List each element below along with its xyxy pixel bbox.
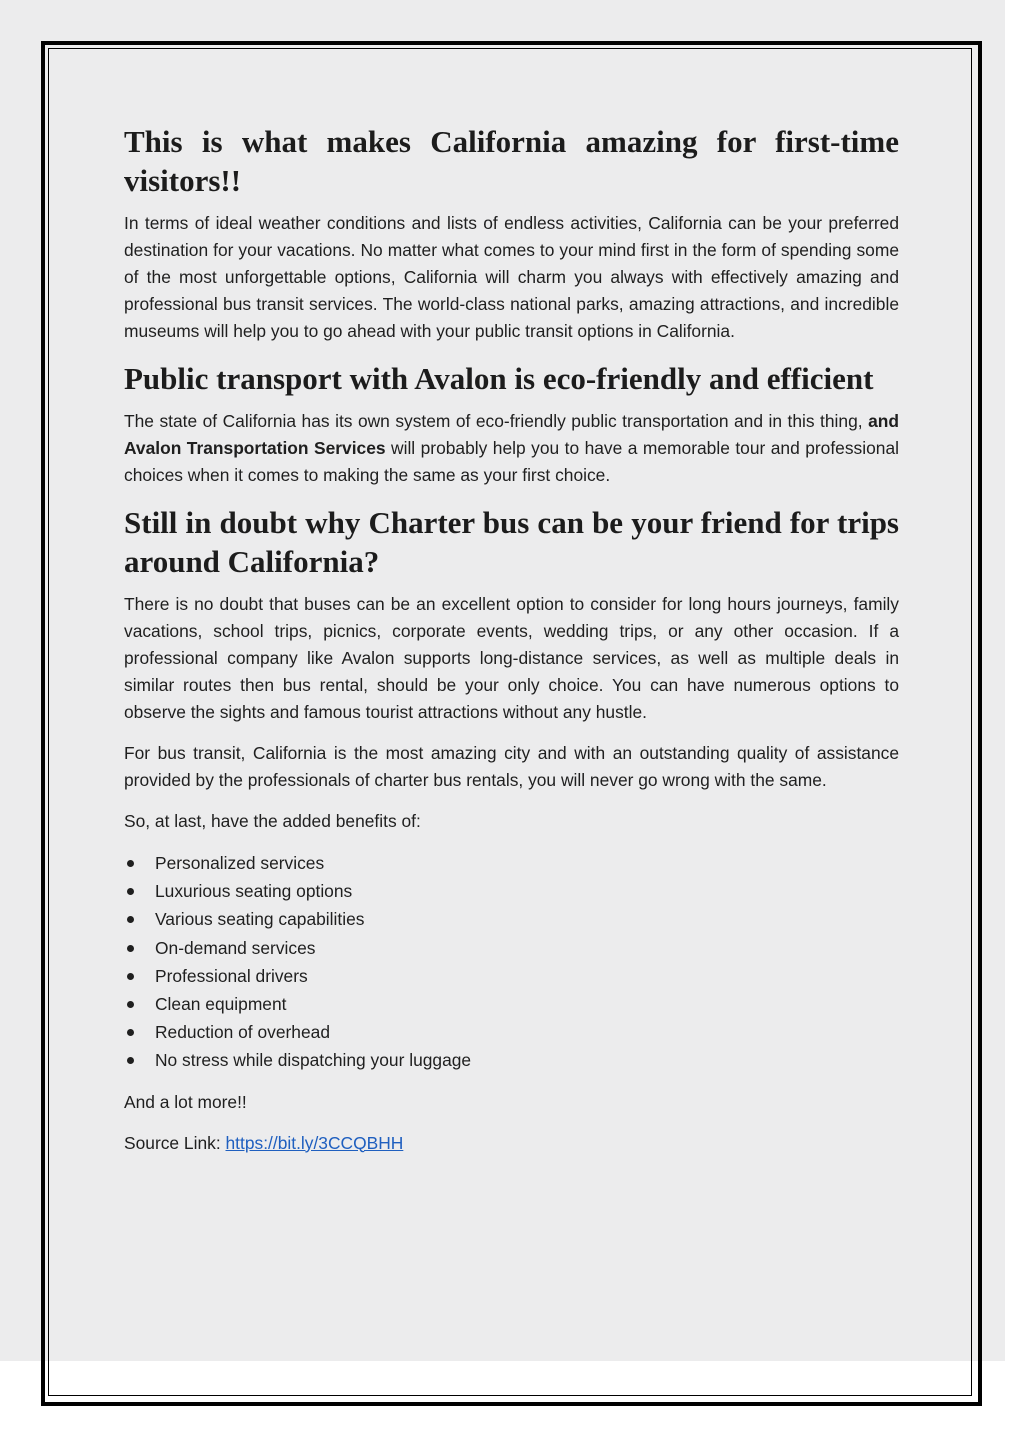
source-line [124, 1130, 899, 1157]
bullet-icon [127, 1057, 134, 1064]
bullet-icon [127, 860, 134, 867]
list-item [124, 877, 899, 905]
list-item-label: Personalized services [155, 853, 325, 873]
list-item [124, 1046, 899, 1074]
paragraph-avalon-end: will probably help you to have a memorable tour and professional choices when it comes to making the same as your first choice. [124, 438, 899, 485]
document-body [124, 118, 899, 1157]
list-item-label: Various seating capabilities [155, 909, 365, 930]
benefits-list [124, 849, 899, 1075]
list-item-label: On-demand services [155, 937, 316, 958]
list-item [124, 849, 899, 877]
list-item-label: Reduction of overhead [155, 1022, 330, 1043]
bullet-icon [127, 888, 134, 895]
list-item-label: Professional drivers [155, 965, 308, 986]
paragraph-avalon [124, 408, 899, 489]
source-link[interactable]: https://bit.ly/3CCQBHH [225, 1132, 404, 1153]
bullet-icon [127, 945, 134, 952]
list-item-label: Luxurious seating options [155, 881, 353, 902]
avalon-services-bold: and Avalon Transportation Services [124, 411, 899, 458]
list-item-label: Clean equipment [155, 994, 287, 1015]
list-item [124, 905, 899, 933]
heading-first-time-visitors: This is what makes California amazing for first-time visitors!! [124, 124, 899, 198]
paragraph-benefits-intro: So, at last, have the added benefits of: [124, 811, 421, 831]
list-item [124, 1018, 899, 1046]
paragraph-bus-transit: For bus transit, California is the most amazing city and with an outstanding quality of assistance provided by the professionals of charter bus rentals, you will never go wrong with the same. [124, 743, 899, 790]
paragraph-intro: In terms of ideal weather conditions and lists of endless activities, California can be your preferred destination for your vacations. No matter what comes to your mind first in the form of spending some of the most unforgettable options, California will charm you always with effectively amazing and professional bus transit services. The world-class national parks, amazing attractions, and incredible museums will help you to go ahead with your public transit options in California. [124, 213, 899, 341]
paragraph-closing: And a lot more!! [124, 1091, 247, 1112]
list-item-label: No stress while dispatching your luggage [155, 1050, 472, 1071]
list-item [124, 990, 899, 1018]
list-item [124, 934, 899, 962]
source-label: Source Link: [124, 1132, 226, 1153]
bullet-icon [127, 1029, 134, 1036]
bullet-icon [127, 1001, 134, 1008]
heading-public-transport: Public transport with Avalon is eco-friendly and efficient [124, 361, 874, 396]
paragraph-charter: There is no doubt that buses can be an excellent option to consider for long hours journeys, family vacations, school trips, picnics, corporate events, wedding trips, or any other occasion. If a professional company like Avalon supports long-distance services, as well as multiple deals in similar routes then bus rental, should be your only choice. You can have numerous options to observe the sights and famous tourist attractions without any hustle. [124, 594, 899, 722]
bullet-icon [127, 916, 134, 923]
heading-charter-bus: Still in doubt why Charter bus can be your friend for trips around California? [124, 505, 899, 579]
list-item [124, 962, 899, 990]
paragraph-avalon-start: The state of California has its own system of eco-friendly public transportation and in this thing, [124, 411, 869, 431]
bullet-icon [127, 973, 134, 980]
